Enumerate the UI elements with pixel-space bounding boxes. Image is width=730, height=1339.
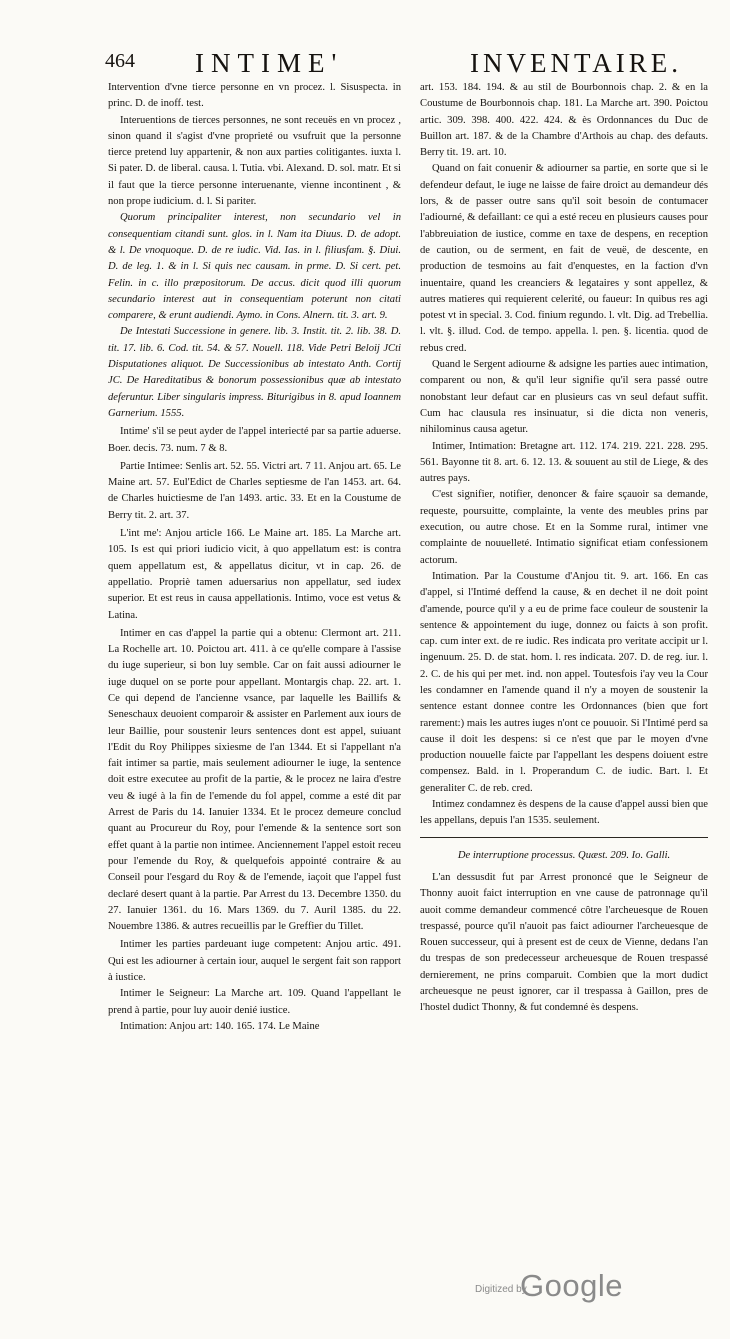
section-heading: De interruptione processus. Quæst. 209. Io. Galli. bbox=[457, 849, 671, 861]
paragraph: L'int me': Anjou article 166. Le Maine art. 185. La Marche art. 105. Is est qui priori iudicio vicit, à quo appellatum est: is contra quem appellatum est, & appellatus dicitur, vt in cap. 26. de appellatio. Propriè tamen aduersarius non appellatur, sed iudex superior. Et est reus in causa appellationis. Intimo, voce est vetus & Latina. bbox=[108, 528, 401, 621]
paragraph: L'an dessusdit fut par Arrest prononcé que le Seigneur de Thonny auoit faict interruption en vne cause de patronnage qu'il auoit comme demandeur commencé côtre l'archeuesque de Rouen trespassé, pource qu'il n'auoit pas faict adiourner l'archeuesque de Rouen successeur, qui à present est de ceux de Vienne, dedans l'an du trespas de son predecesseur archeuesque de Rouen trespassé dernierement, ne prins comparuit. Combien que la mort dudict archeuesque ne peust ignorer, car il trespassa à Gaillon, pres de l'hostel dudict Thonny, & fut condemné ès despens. bbox=[420, 871, 708, 1014]
paragraph: C'est signifier, notifier, denoncer & faire sçauoir sa demande, requeste, poursuitte, complainte, la vente des meubles prins par execution, ou autre chose. Et en la Somme rural, intimer vne complainte de nouuelleté. Intimatio significat etiam confessionem actorum. bbox=[420, 489, 708, 566]
paragraph: Partie Intimee: Senlis art. 52. 55. Victri art. 7 11. Anjou art. 65. Le Maine art. 57. Eul'Edict de Charles septiesme de l'an 1453. art. 64. de Charles huictiesme de l'an 1493. artic. 33. Et en la Coustume de Berry tit. 2. art. 37. bbox=[108, 460, 401, 521]
paragraph: Quand le Sergent adiourne & adsigne les parties auec intimation, comparent ou non, & qu'il leur signifie qu'il sera passé outre nonobstant leur defaut car en plusieurs cas vn seul defaut suffit. Cum hac clausula res insinuatur, si die dicta non veneris, nihilominus causa agetur. bbox=[420, 359, 708, 436]
paragraph: Intimation: Anjou art: 140. 165. 174. Le Maine bbox=[120, 1020, 320, 1032]
paragraph: Intimer, Intimation: Bretagne art. 112. 174. 219. 221. 228. 295. 561. Bayonne tit 8. art. 6. 12. 13. & souuent au stil de Liege, & des autres pays. bbox=[420, 440, 708, 485]
right-column bbox=[420, 80, 708, 1017]
paragraph: Intimer en cas d'appel la partie qui a obtenu: Clermont art. 211. La Rochelle art. 10. Poictou art. 411. à ce qu'elle compare à l'assise du iuge superieur, si bon luy semble. Car on fait aussi adiourner le iuge duquel on se porte pour appellant. Montargis chap. 22. art. 1. Ce qui depend de l'ancienne vsance, par laquelle les Baillifs & Seneschaux deuoient comparoir & assister en Parlement aux iours de leur Baillie, pour soustenir leurs sentences dont est appel, suiuant l'Edit du Roy Philippes sixiesme de l'an 1344. Et si l'appellant n'a fait intimer sa partie, mais seulement adiourner le iuge, la sentence doit estre executee au profit de la partie, & le procez ne laira d'estre veu & iugé à la fin de l'emende du fol appel, comme a esté dit par Arrest de Paris du 14. Ianuier 1334. Et le procez demeure conclud quant au Procureur du Roy, pour l'emende & la sentence sort son effet quant à la partie non intimee. Anciennement l'appel estoit receu pour l'emende du Roy, & quelquefois appointé contraire & au Conseil pour l'esgard du Roy & de l'emende, iaçoit que l'appel fust declaré desert quant à la partie. Par Arrest du 13. Decembre 1350. du 27. Ianuier 1361. du 16. Mars 1369. du 7. Auril 1385. du 22. Nouembre 1386. & autres recueillis par le Greffier du Tillet. bbox=[108, 627, 401, 933]
section-divider bbox=[420, 837, 708, 838]
paragraph: art. 153. 184. 194. & au stil de Bourbonnois chap. 2. & en la Coustume de Bourbonnois chap. 181. La Marche art. 390. Poictou artic. 309. 398. 400. 422. 424. & ès Ordonnances du Duc de Buillon art. 187. & de la Chambre d'Arthois au chap. des defauts. Berry tit. 19. art. 10. bbox=[420, 82, 708, 159]
paragraph: Quand on fait conuenir & adiourner sa partie, en sorte que si le defendeur defaut, le iuge ne laisse de faire droict au demandeur dés lors, & de passer outre sans qu'il soit besoin de contumacer l'adiourné, & defaillant: ce qui a esté receu en plusieurs causes pour l'abbreuiation de iustice, comme en taxe de despens, en reception de caution, ou de serment, en fait de veuë, de descente, en production de tesmoins au fait d'enquestes, en la faction d'vn inuentaire, quand les creanciers & legataires y sont appellez, & autres matieres qui requierent celerité, ou faueur: In quibus res agi potest vt in special. 3. Cod. finium regundo. l. vlt. Dig. ad Trebellia. l. vlt. §. illud. Cod. de tempo. appella. l. pen. §. licentia. quod de rebus cred. bbox=[420, 163, 708, 354]
digitized-watermark bbox=[475, 1268, 665, 1308]
google-logo: Google bbox=[520, 1268, 623, 1303]
running-header bbox=[105, 50, 701, 78]
digitized-by-label: Digitized by bbox=[475, 1284, 527, 1295]
header-title-left: INTIME' bbox=[195, 48, 344, 78]
header-title-right: INVENTAIRE. bbox=[470, 48, 683, 78]
paragraph: Intimer les parties pardeuant iuge competent: Anjou artic. 491. Qui est les adiourner à certain iour, auquel le sergent fait son rapport à iustice. bbox=[108, 939, 401, 984]
left-column bbox=[108, 80, 401, 1035]
paragraph: Intimation. Par la Coustume d'Anjou tit. 9. art. 166. En cas d'appel, si l'Intimé deffend la cause, & en dechet il ne doit point d'amende, pource qu'il y a eu de prime face couleur de soustenir la sentence & appointement du iuge, donnez ou faicts à son profit. cap. cum inter ext. de re iudic. Res indicata pro veritate accipit ur l. ingenuum. 25. D. de stat. hom. l. res indicata. 207. D. de reg. iur. l. 2. C. de his qui per met. ind. non appel. Toutesfois i'ay veu la Cour les condamner en l'amende quand il n'y a moyen de soustenir la sentence estant donnee contre les Ordonnances (bien que fort rarement:) mais les autres iuges n'ont ce pouuoir. Si l'Intimé perd sa cause il doit les despens: si ce n'est que par le moyen d'vne production nouuelle faicte par l'appellant les despens doiuent estre compensez. Bald. in l. Properandum C. de iudic. Bart. l. Et generaliter C. de reb. cred. bbox=[420, 570, 708, 794]
paragraph: Intimez condamnez ès despens de la cause d'appel aussi bien que les appellans, depuis l'an 1535. seulement. bbox=[420, 799, 708, 827]
paragraph: Intervention d'vne tierce personne en vn procez. l. Sisuspecta. in princ. D. de inoff. test. bbox=[108, 82, 401, 110]
paragraph: De Intestati Successione in genere. lib. 3. Instit. tit. 2. lib. 38. D. tit. 17. lib. 6. Cod. tit. 54. & 57. Nouell. 118. Vide Petri Beloij JCti Disputationes aliquot. De Successionibus ab intestato Anth. Cortij JC. De Hareditatibus & bonorum possessionibus quæ ab intestato deferuntur. Liber singularis impress. Biturigibus in 8. apud Ioannem Garnerium. 1555. bbox=[108, 326, 401, 419]
paragraph: Quorum principaliter interest, non secundario vel in consequentiam citandi sunt. glos. in l. Nam ita Diuus. D. de adopt. & l. De vnoquoque. D. de re iudic. Vid. Ias. in l. filiusfam. §. Diui. D. de leg. 1. & in l. Si quis nec causam. in prme. D. Si cert. pet. Felin. in c. illo præpositorum. De accus. dicit quod illi quorum secundario interest aut in consequentiam poterunt non citati comparere, & erunt audiendi. Aymo. in Cons. Alnern. tit. 3. art. 9. bbox=[108, 212, 401, 322]
paragraph: Intimer le Seigneur: La Marche art. 109. Quand l'appellant le prend à partie, pour luy auoir denié iustice. bbox=[108, 988, 401, 1016]
paragraph: Interuentions de tierces personnes, ne sont receuës en vn procez , sinon quand il s'agist d'vne proprieté ou vsufruit que la personne tierce pretend luy appartenir, & non aux parties colitigantes. iuxta l. Si pater. D. de liberal. causa. l. Tutia. vbi. Alexand. D. sol. matr. Et si il faut que la tierce personne interuenante, vienne incontinent , & non prope iudicium. d. l. Si pariter. bbox=[108, 114, 401, 208]
page-number: 464 bbox=[105, 50, 135, 72]
paragraph: Intime' s'il se peut ayder de l'appel interiecté par sa partie aduerse. Boer. decis. 73. num. 7 & 8. bbox=[108, 426, 401, 454]
